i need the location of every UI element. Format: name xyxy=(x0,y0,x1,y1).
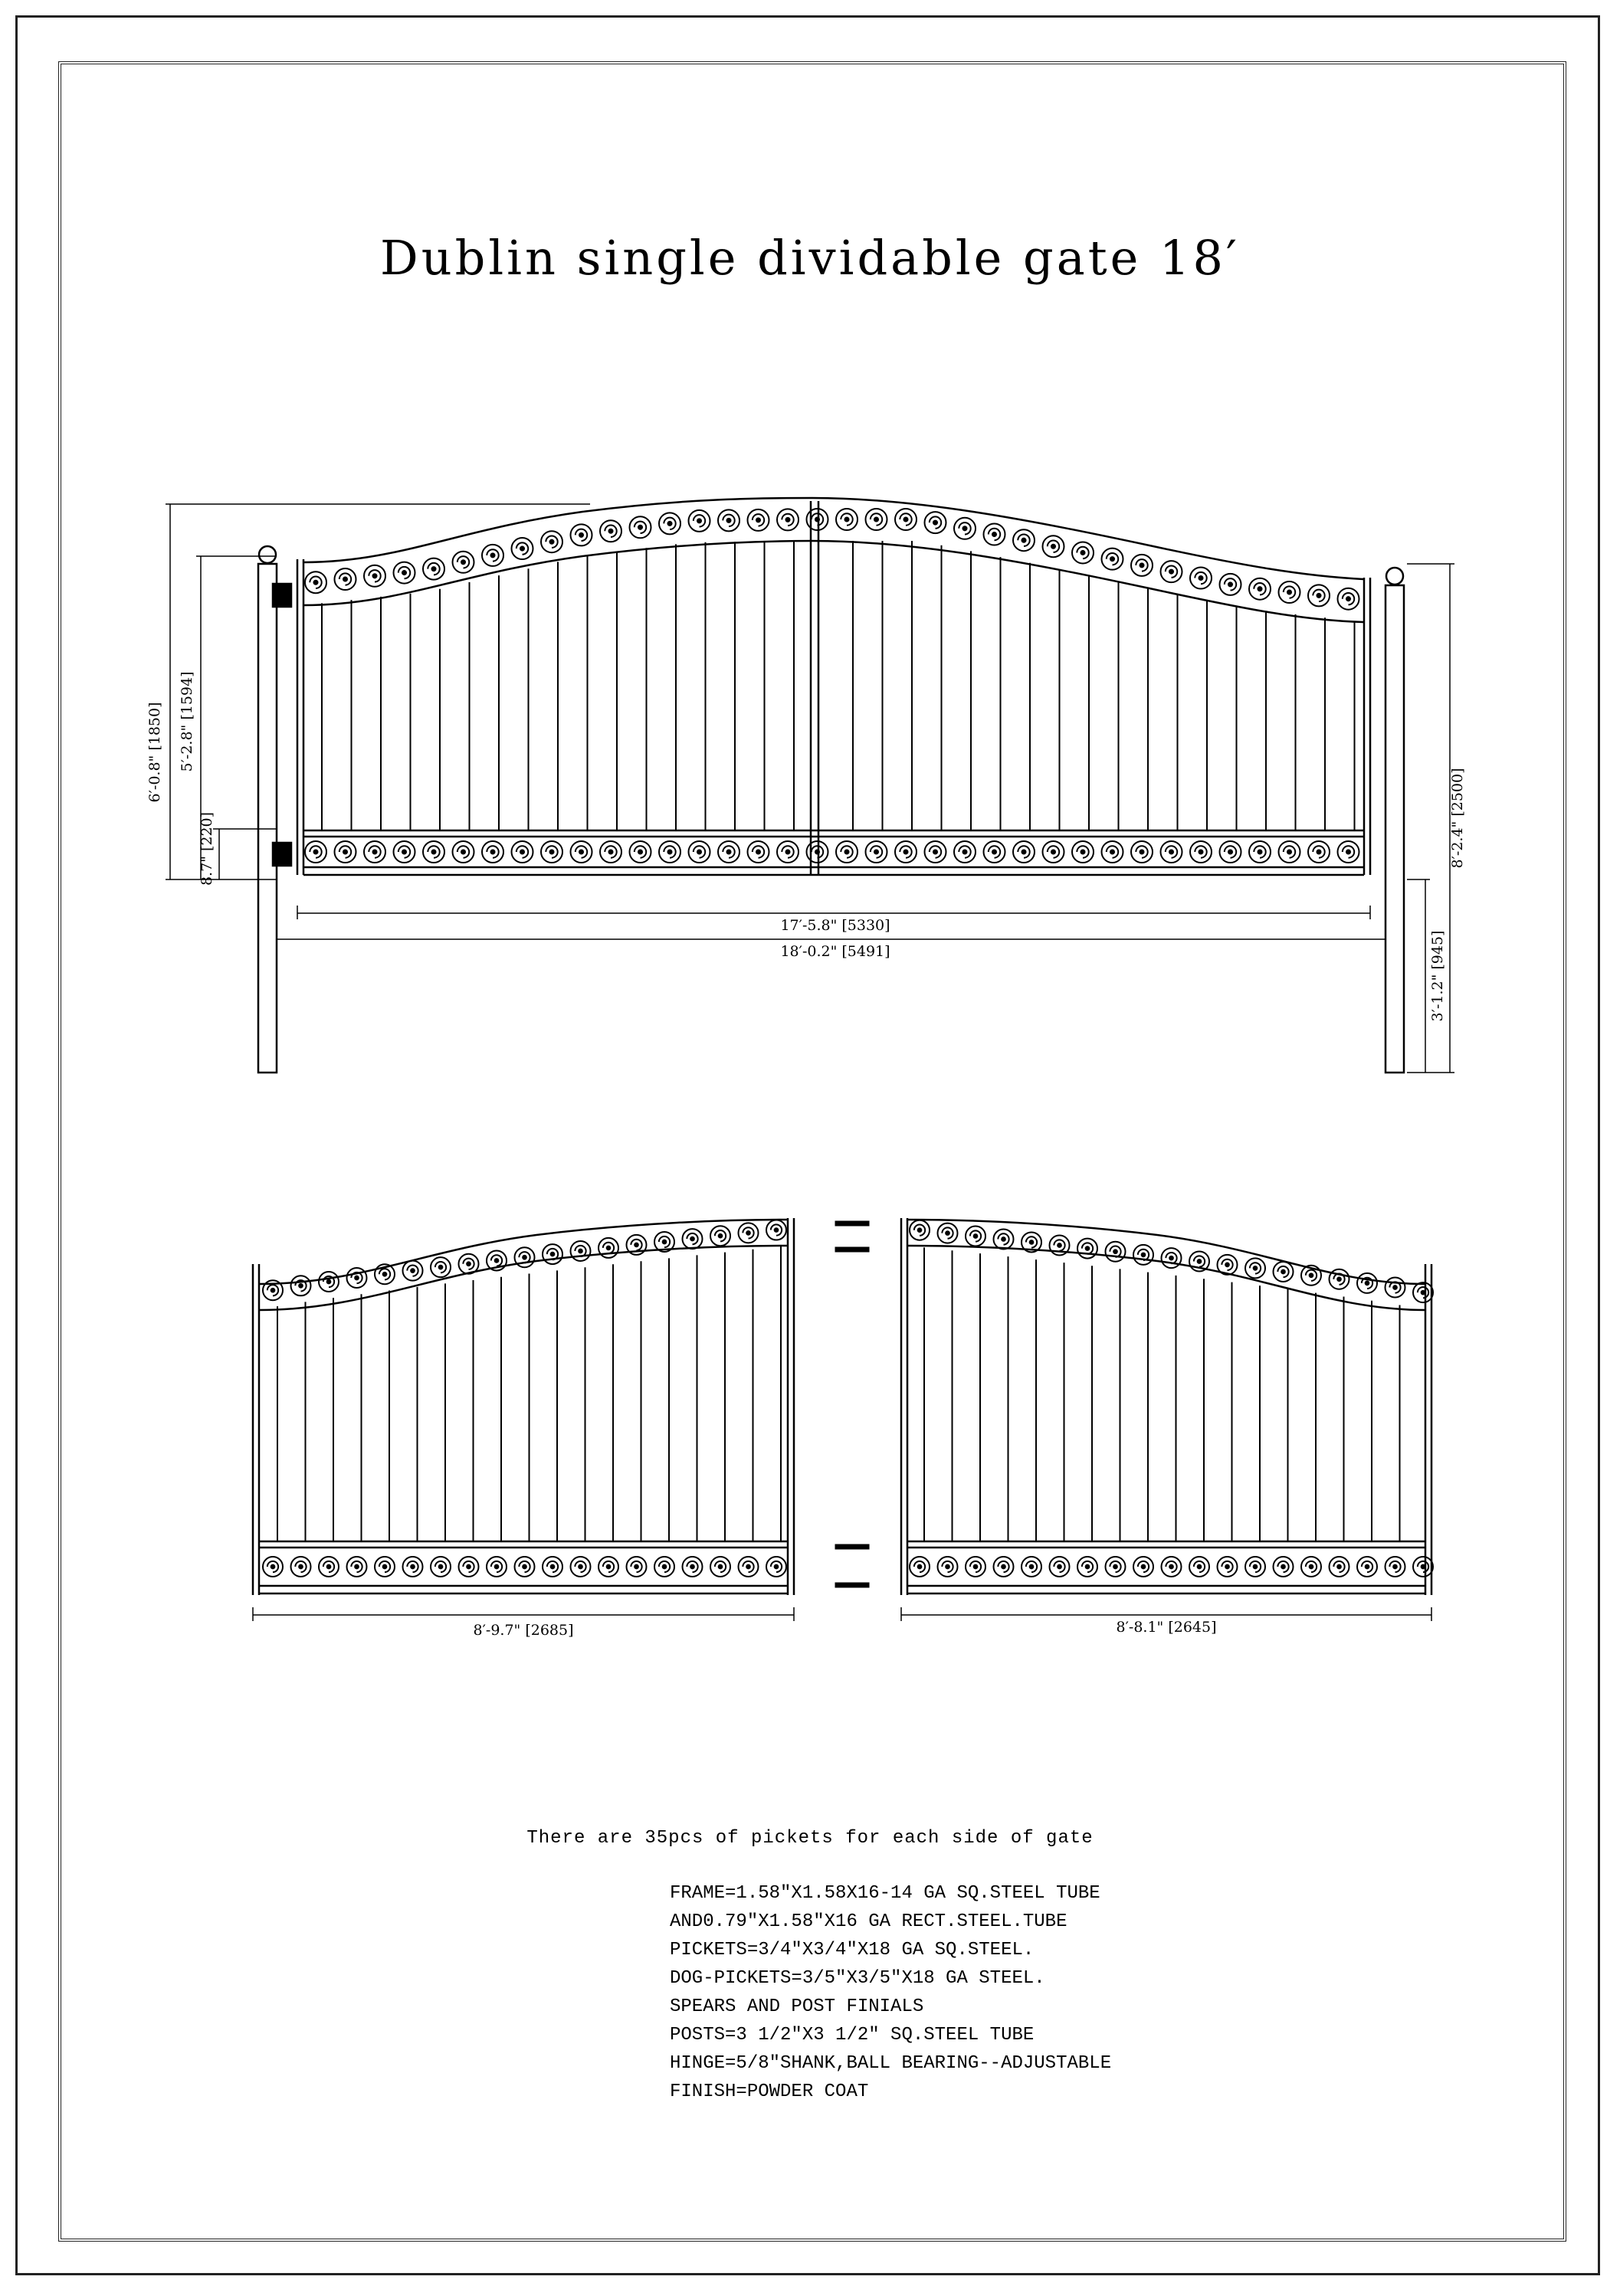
scroll-dot xyxy=(1346,597,1350,601)
scroll-dot xyxy=(844,850,848,853)
scroll-dot xyxy=(343,577,347,581)
scroll-dot xyxy=(1169,570,1173,574)
connector-bracket xyxy=(835,1583,869,1587)
scroll-dot xyxy=(726,850,730,853)
scroll-dot xyxy=(495,1259,499,1263)
spec-notes xyxy=(0,1828,1620,2106)
scroll-dot xyxy=(355,1276,359,1280)
leaf-scroll-rows xyxy=(263,1220,1433,1577)
scroll-dot xyxy=(299,1565,303,1569)
dim-overall-width: 18′-0.2" [5491] xyxy=(780,943,890,960)
dim-gate-width: 17′-5.8" [5330] xyxy=(780,917,890,934)
scroll-dot xyxy=(1113,1565,1117,1569)
scroll-dot xyxy=(667,850,671,853)
scroll-dot xyxy=(1228,582,1232,586)
scroll-dot xyxy=(785,850,789,853)
dim-post-height: 8′-2.4" [2500] xyxy=(1449,768,1466,869)
scroll-dot xyxy=(271,1565,275,1569)
connector-bracket xyxy=(835,1544,869,1549)
scroll-dot xyxy=(495,1565,499,1569)
scroll-dot xyxy=(1002,1565,1005,1569)
scroll-dot xyxy=(1140,850,1143,853)
scroll-dot xyxy=(992,532,996,536)
scroll-dot xyxy=(638,526,642,529)
left-post-finial xyxy=(259,546,276,563)
dim-right-leaf-width: 8′-8.1" [2645] xyxy=(1116,1619,1217,1636)
scroll-dot xyxy=(815,850,819,853)
scroll-dot xyxy=(411,1565,415,1569)
scroll-dot xyxy=(313,581,317,585)
scroll-dot xyxy=(1287,850,1291,853)
scroll-dot xyxy=(372,850,376,853)
scroll-dot xyxy=(327,1280,331,1284)
scroll-dot xyxy=(1225,1565,1229,1569)
scroll-dot xyxy=(946,1565,949,1569)
scroll-dot xyxy=(523,1256,526,1259)
scroll-dot xyxy=(1030,1240,1034,1244)
scroll-dot xyxy=(1030,1565,1034,1569)
scroll-dot xyxy=(756,518,760,522)
left-post xyxy=(258,564,277,1073)
scroll-dot xyxy=(1317,594,1320,598)
scroll-dot xyxy=(918,1565,922,1569)
scroll-dot xyxy=(667,522,671,526)
scroll-dot xyxy=(1422,1291,1425,1295)
scroll-dot xyxy=(903,850,907,853)
scroll-dot xyxy=(756,850,760,853)
dim-left-leaf-width: 8′-9.7" [2685] xyxy=(473,1622,574,1639)
scroll-dot xyxy=(1337,1277,1341,1281)
scroll-dot xyxy=(874,850,878,853)
scroll-dot xyxy=(1287,591,1291,594)
scroll-dot xyxy=(1310,1565,1313,1569)
scroll-dot xyxy=(690,1237,694,1241)
scroll-dot xyxy=(1086,1565,1090,1569)
scroll-dot xyxy=(1198,1565,1202,1569)
scroll-dot xyxy=(918,1228,922,1232)
scroll-dot xyxy=(1254,1266,1258,1270)
scroll-dot xyxy=(1081,551,1084,555)
scroll-dot xyxy=(1022,850,1025,853)
scroll-dot xyxy=(746,1231,750,1235)
dim-post-depth: 3′-1.2" [945] xyxy=(1429,930,1446,1022)
scroll-dot xyxy=(775,1565,779,1569)
dim-total-height: 6′-0.8" [1850] xyxy=(146,702,163,803)
scroll-dot xyxy=(1199,850,1202,853)
left-leaf-pickets xyxy=(277,1246,781,1541)
scroll-dot xyxy=(431,850,435,853)
spec-line: DOG-PICKETS=3/5"X3/5"X18 GA STEEL. xyxy=(670,1968,1045,1989)
scroll-dot xyxy=(461,850,465,853)
top-bottom-scroll-row xyxy=(305,841,1359,863)
scroll-dot xyxy=(1002,1237,1005,1241)
scroll-dot xyxy=(1051,545,1055,549)
scroll-dot xyxy=(523,1565,526,1569)
scroll-dot xyxy=(1169,850,1173,853)
scroll-dot xyxy=(635,1565,638,1569)
top-pickets xyxy=(322,541,1355,830)
scroll-dot xyxy=(690,1565,694,1569)
scroll-dot xyxy=(551,1565,555,1569)
scroll-dot xyxy=(946,1231,949,1235)
scroll-dot xyxy=(746,1565,750,1569)
scroll-dot xyxy=(1393,1565,1397,1569)
scroll-dot xyxy=(1337,1565,1341,1569)
spec-line: PICKETS=3/4"X3/4"X18 GA SQ.STEEL. xyxy=(670,1940,1035,1960)
scroll-dot xyxy=(1225,1263,1229,1267)
scroll-dot xyxy=(933,850,937,853)
scroll-dot xyxy=(490,553,494,557)
scroll-dot xyxy=(579,850,583,853)
scroll-dot xyxy=(663,1240,667,1244)
scroll-dot xyxy=(1051,850,1055,853)
scroll-dot xyxy=(635,1243,638,1247)
scroll-dot xyxy=(299,1284,303,1288)
scroll-dot xyxy=(1113,1250,1117,1253)
scroll-dot xyxy=(903,517,907,521)
scroll-dot xyxy=(1140,563,1143,567)
scroll-dot xyxy=(551,1253,555,1256)
scroll-dot xyxy=(1110,557,1114,561)
scroll-dot xyxy=(697,850,701,853)
hinge-bottom xyxy=(273,843,291,866)
scroll-dot xyxy=(785,518,789,522)
scroll-dot xyxy=(962,526,966,530)
dimension-lines-bottom xyxy=(253,1607,1431,1621)
top-scroll-row xyxy=(305,509,1359,610)
scroll-dot xyxy=(1310,1273,1313,1277)
scroll-dot xyxy=(383,1272,387,1276)
scroll-dot xyxy=(1086,1246,1090,1250)
scroll-dot xyxy=(607,1565,611,1569)
spec-line: AND0.79"X1.58"X16 GA RECT.STEEL.TUBE xyxy=(670,1911,1067,1932)
scroll-dot xyxy=(1110,850,1114,853)
scroll-dot xyxy=(992,850,996,853)
scroll-dot xyxy=(608,529,612,533)
scroll-dot xyxy=(579,533,583,537)
scroll-dot xyxy=(490,850,494,853)
scroll-dot xyxy=(608,850,612,853)
scroll-dot xyxy=(327,1565,331,1569)
scroll-dot xyxy=(579,1250,582,1253)
scroll-dot xyxy=(1393,1286,1397,1289)
spec-list xyxy=(670,1879,1620,2106)
connector-bracket xyxy=(835,1247,869,1252)
scroll-dot xyxy=(775,1228,779,1232)
right-post-finial xyxy=(1386,568,1403,585)
scroll-dot xyxy=(719,1565,723,1569)
scroll-dot xyxy=(974,1565,978,1569)
scroll-dot xyxy=(933,521,937,525)
scroll-dot xyxy=(1317,850,1320,853)
scroll-dot xyxy=(1366,1282,1369,1286)
scroll-dot xyxy=(1058,1243,1061,1247)
scroll-dot xyxy=(1281,1565,1285,1569)
scroll-dot xyxy=(1142,1253,1146,1257)
scroll-dot xyxy=(439,1266,443,1269)
dim-gate-height: 5′-2.8" [1594] xyxy=(179,671,195,772)
spec-line: POSTS=3 1/2"X3 1/2" SQ.STEEL TUBE xyxy=(670,2025,1035,2045)
scroll-dot xyxy=(1346,850,1350,853)
scroll-dot xyxy=(372,574,376,578)
scroll-dot xyxy=(638,850,642,853)
scroll-dot xyxy=(520,850,524,853)
scroll-dot xyxy=(461,560,465,564)
scroll-dot xyxy=(1142,1565,1146,1569)
scroll-dot xyxy=(1058,1565,1061,1569)
scroll-dot xyxy=(1169,1256,1173,1260)
scroll-dot xyxy=(1258,587,1261,591)
scroll-dot xyxy=(355,1565,359,1569)
scroll-dot xyxy=(1198,1259,1202,1263)
spec-line: FINISH=POWDER COAT xyxy=(670,2081,869,2102)
scroll-dot xyxy=(383,1565,387,1569)
scroll-dot xyxy=(726,519,730,522)
scroll-dot xyxy=(1254,1565,1258,1569)
scroll-dot xyxy=(1422,1565,1425,1569)
connector-brackets xyxy=(835,1221,869,1587)
scroll-dot xyxy=(271,1289,275,1292)
spec-line: HINGE=5/8"SHANK,BALL BEARING--ADJUSTABLE xyxy=(670,2053,1112,2074)
scroll-dot xyxy=(607,1246,611,1250)
hinge-top xyxy=(273,584,291,607)
scroll-dot xyxy=(520,547,524,551)
scroll-dot xyxy=(1022,539,1025,542)
right-leaf-pickets xyxy=(924,1247,1400,1541)
picket-count-note: There are 35pcs of pickets for each side of gate xyxy=(526,1828,1094,1849)
scroll-dot xyxy=(402,850,406,853)
right-post xyxy=(1386,585,1404,1073)
scroll-dot xyxy=(549,540,553,544)
drawing-title: Dublin single dividable gate 18′ xyxy=(380,230,1240,286)
scroll-dot xyxy=(579,1565,582,1569)
scroll-dot xyxy=(815,517,819,521)
scroll-dot xyxy=(402,571,406,575)
scroll-dot xyxy=(439,1565,443,1569)
scroll-dot xyxy=(1281,1270,1285,1274)
scroll-dot xyxy=(431,567,435,571)
top-rail-outer xyxy=(303,498,1364,579)
scroll-dot xyxy=(719,1234,723,1238)
scroll-dot xyxy=(1199,576,1202,580)
scroll-dot xyxy=(1258,850,1261,853)
scroll-dot xyxy=(697,519,701,522)
scroll-dot xyxy=(874,517,878,521)
scroll-dot xyxy=(962,850,966,853)
scroll-dot xyxy=(1228,850,1232,853)
scroll-dot xyxy=(1081,850,1084,853)
spec-line: SPEARS AND POST FINIALS xyxy=(670,1996,924,2017)
scroll-dot xyxy=(1366,1565,1369,1569)
spec-line: FRAME=1.58"X1.58X16-14 GA SQ.STEEL TUBE xyxy=(670,1883,1100,1904)
dim-bottom-clearance: 8.7" [220] xyxy=(198,811,215,886)
scroll-dot xyxy=(411,1269,415,1272)
scroll-dot xyxy=(663,1565,667,1569)
scroll-dot xyxy=(467,1565,471,1569)
scroll-dot xyxy=(1169,1565,1173,1569)
scroll-dot xyxy=(974,1234,978,1238)
scroll-dot xyxy=(467,1262,471,1266)
scroll-dot xyxy=(343,850,347,853)
scroll-dot xyxy=(549,850,553,853)
scroll-dot xyxy=(313,850,317,853)
scroll-dot xyxy=(844,517,848,521)
connector-bracket xyxy=(835,1221,869,1226)
